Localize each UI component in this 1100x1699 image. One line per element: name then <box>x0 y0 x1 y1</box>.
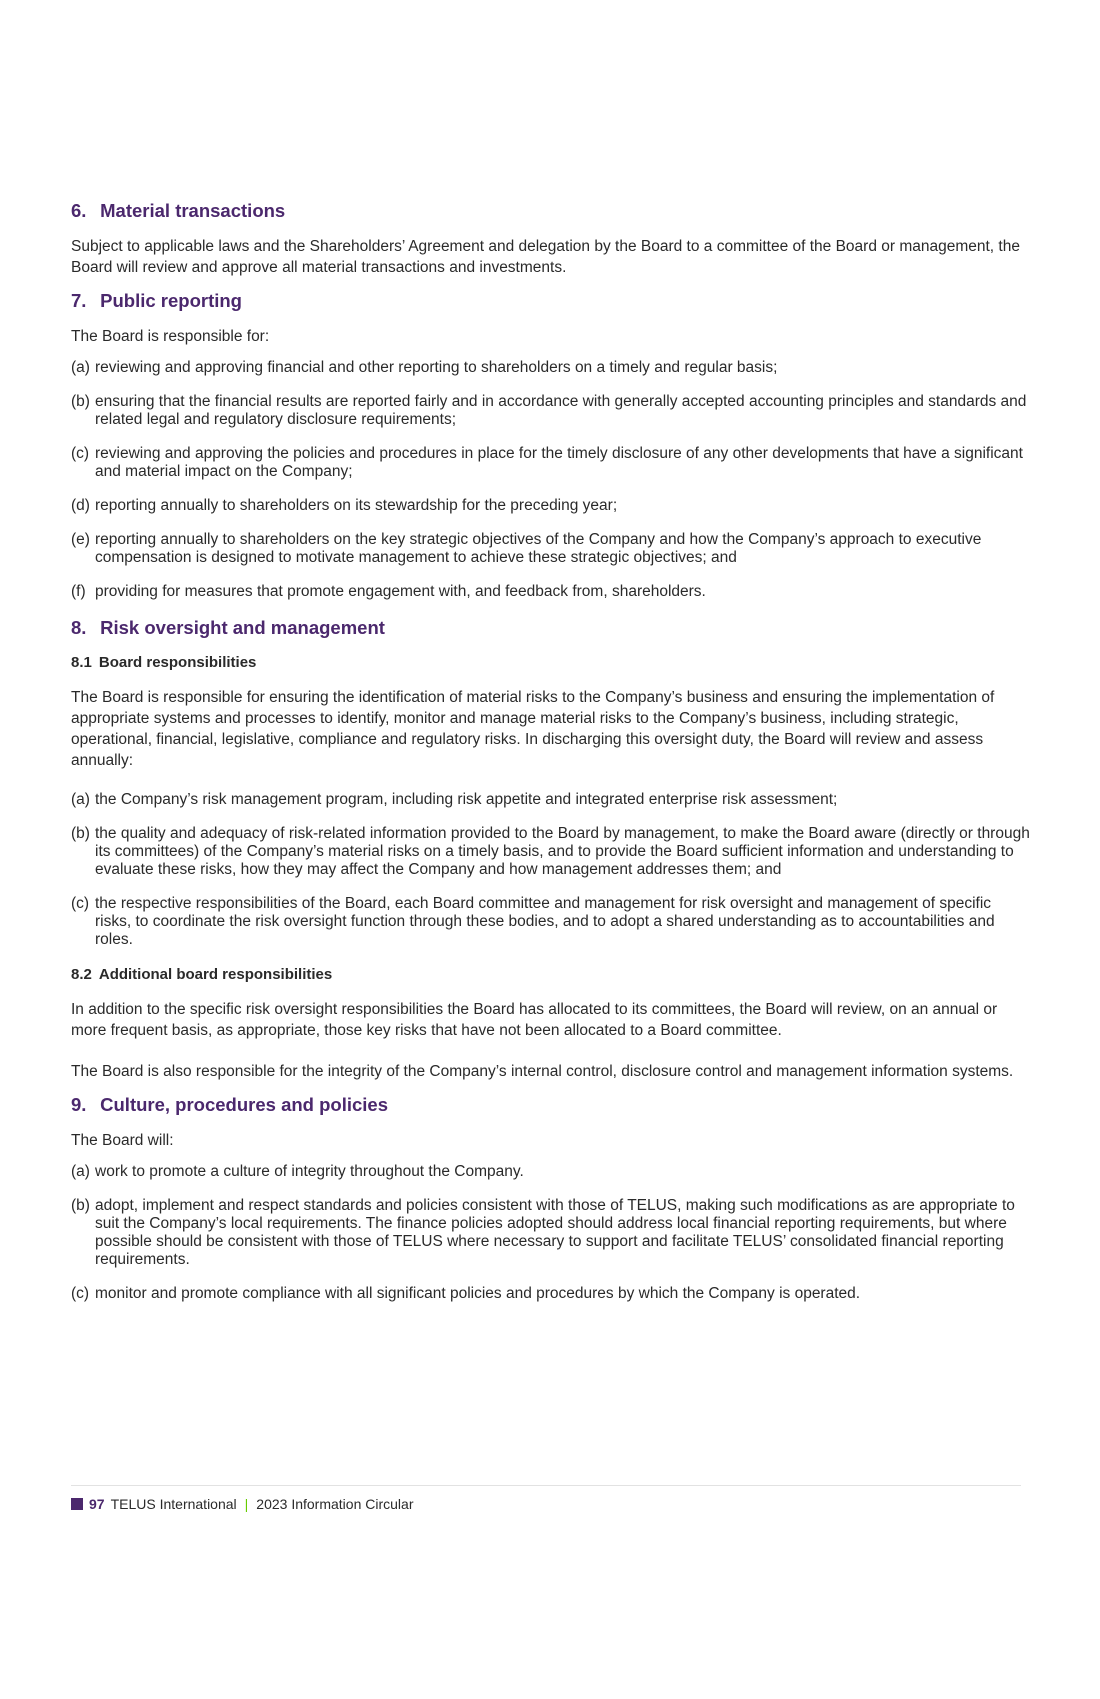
section-title: Risk oversight and management <box>100 617 385 638</box>
list-marker: (b) <box>71 825 90 842</box>
list-item <box>71 359 1031 377</box>
page-footer <box>71 1485 1021 1512</box>
section-title: Public reporting <box>100 290 242 311</box>
document-body <box>71 200 1031 1319</box>
list-item <box>71 1197 1031 1269</box>
section-number: 7. <box>71 290 87 311</box>
paragraph: Subject to applicable laws and the Shareholders’ Agreement and delegation by the Board to a committee of the Board or management, the Board will review and approve all material transactions and investments. <box>71 238 1020 276</box>
list-item-text: reviewing and approving financial and other reporting to shareholders on a timely and regular basis; <box>95 359 778 376</box>
list-item <box>71 825 1031 879</box>
list-item-text: reporting annually to shareholders on the key strategic objectives of the Company and how the Company’s approach to executive compensation is designed to motivate management to achieve these strategic objectives; and <box>95 531 982 566</box>
list <box>71 1163 1031 1303</box>
paragraph: In addition to the specific risk oversight responsibilities the Board has allocated to its committees, the Board will review, on an annual or more frequent basis, as appropriate, those key risks that have not been allocated to a Board committee. <box>71 1001 998 1039</box>
list-item <box>71 497 1031 515</box>
list <box>71 791 1031 949</box>
list-item-text: work to promote a culture of integrity throughout the Company. <box>95 1163 524 1180</box>
subsection-heading <box>71 653 1031 673</box>
section-culture-policies <box>71 1094 1031 1303</box>
list-item <box>71 1163 1031 1181</box>
list-marker: (b) <box>71 393 90 410</box>
section-title: Culture, procedures and policies <box>100 1094 388 1115</box>
list-item <box>71 445 1031 481</box>
section-risk-oversight <box>71 617 1031 1082</box>
list-item <box>71 895 1031 949</box>
list <box>71 359 1031 601</box>
list-item-text: the respective responsibilities of the Board, each Board committee and management for risk oversight and management of specific risks, to coordinate the risk oversight function through these bodies, and to adopt a shared understanding as to accountabilities and roles. <box>95 895 995 948</box>
list-marker: (c) <box>71 1285 90 1302</box>
list-marker: (d) <box>71 497 90 514</box>
page-number: 97 <box>89 1496 105 1512</box>
list-marker: (a) <box>71 791 90 808</box>
section-number: 6. <box>71 200 87 221</box>
list-item <box>71 393 1031 429</box>
subsection-heading <box>71 965 1031 985</box>
list-marker: (f) <box>71 583 86 600</box>
section-heading <box>71 617 1031 639</box>
list-marker: (b) <box>71 1197 90 1214</box>
subsection-title: Board responsibilities <box>98 654 257 671</box>
list-marker: (a) <box>71 359 90 376</box>
list-item-text: reporting annually to shareholders on its stewardship for the preceding year; <box>95 497 618 514</box>
footer-separator: | <box>244 1496 249 1512</box>
section-public-reporting <box>71 290 1031 601</box>
footer-company: TELUS International <box>110 1496 237 1512</box>
subsection-number: 8.1 <box>71 654 92 671</box>
section-heading <box>71 290 1031 312</box>
section-number: 9. <box>71 1094 87 1115</box>
list-item <box>71 583 1031 601</box>
list-item-text: the quality and adequacy of risk-related information provided to the Board by management, to make the Board aware (directly or through its committees) of the Company’s material risks on a timely basis, and to provide the Board sufficient information and understanding to evaluate these risks, how they may affect the Company and how management addresses them; and <box>95 825 1030 878</box>
list-marker: (c) <box>71 445 90 462</box>
footer-square-icon <box>71 1498 83 1510</box>
section-heading <box>71 200 1031 222</box>
list-marker: (c) <box>71 895 90 912</box>
list-item <box>71 791 1031 809</box>
paragraph: The Board is responsible for ensuring the identification of material risks to the Company’s business and ensuring the implementation of appropriate systems and processes to identify, monitor and manage material risks to the Company’s business, including strategic, operational, financial, legislative, compliance and regulatory risks. In discharging this oversight duty, the Board will review and assess annually: <box>71 689 995 769</box>
subsection-title: Additional board responsibilities <box>98 966 333 983</box>
subsection-number: 8.2 <box>71 966 92 983</box>
paragraph: The Board is also responsible for the integrity of the Company’s internal control, disclosure control and management information systems. <box>71 1063 1014 1080</box>
section-number: 8. <box>71 617 87 638</box>
section-material-transactions <box>71 200 1031 278</box>
list-item <box>71 531 1031 567</box>
section-title: Material transactions <box>100 200 286 221</box>
list-item-text: providing for measures that promote engagement with, and feedback from, shareholders. <box>95 583 706 600</box>
list-marker: (e) <box>71 531 90 548</box>
list-item-text: adopt, implement and respect standards and policies consistent with those of TELUS, making such modifications as are appropriate to suit the Company’s local requirements. The finance policies adopted should address local financial reporting requirements, but where possible should be consistent with those of TELUS where necessary to support and facilitate TELUS’ consolidated financial reporting requirements. <box>95 1197 1015 1268</box>
list-item-text: ensuring that the financial results are reported fairly and in accordance with generally accepted accounting principles and standards and related legal and regulatory disclosure requirements; <box>95 393 1027 428</box>
list-item <box>71 1285 1031 1303</box>
list-item-text: reviewing and approving the policies and procedures in place for the timely disclosure of any other developments that have a significant and material impact on the Company; <box>95 445 1023 480</box>
paragraph: The Board is responsible for: <box>71 328 270 345</box>
section-heading <box>71 1094 1031 1116</box>
footer-document-title: 2023 Information Circular <box>256 1496 414 1512</box>
list-marker: (a) <box>71 1163 90 1180</box>
list-item-text: monitor and promote compliance with all significant policies and procedures by which the Company is operated. <box>95 1285 861 1302</box>
list-item-text: the Company’s risk management program, including risk appetite and integrated enterprise risk assessment; <box>95 791 838 808</box>
paragraph: The Board will: <box>71 1132 174 1149</box>
